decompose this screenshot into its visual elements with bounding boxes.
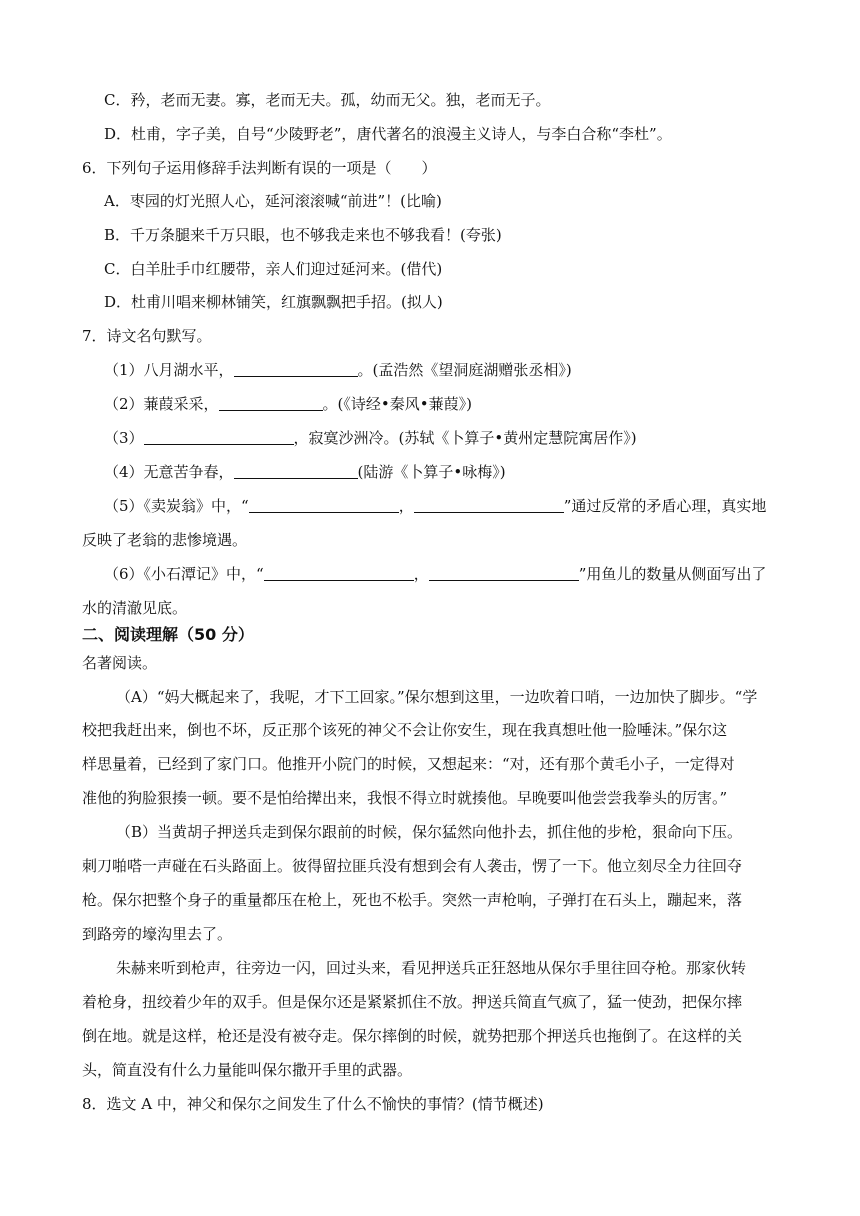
passage-b-line: 刺刀啪嗒一声碰在石头路面上。彼得留拉匪兵没有想到会有人袭击，愣了一下。他立刻尽全力往回夺	[82, 857, 743, 875]
q7-item-6-cont: 水的清澈见底。	[82, 599, 188, 617]
q6-option-c: C．白羊肚手巾红腰带，亲人们迎过延河来。(借代)	[104, 260, 443, 278]
answer-blank[interactable]	[144, 428, 294, 445]
q7-item-4: （4）无意苦争春， (陆游《卜算子•咏梅》)	[104, 463, 506, 481]
answer-blank[interactable]	[219, 394, 323, 411]
q7-item-1: （1）八月湖水平， 。(孟浩然《望洞庭湖赠张丞相》)	[104, 361, 572, 379]
passage-c-line: 着枪身，扭绞着少年的双手。但是保尔还是紧紧抓住不放。押送兵简直气疯了，猛一使劲，把保尔摔	[82, 993, 743, 1011]
passage-a-line: 准他的狗脸狠揍一顿。要不是怕给撵出来，我恨不得立时就揍他。早晚要叫他尝尝我拳头的厉害。”	[82, 789, 728, 807]
answer-blank[interactable]	[234, 462, 358, 479]
q6-option-b: B．千万条腿来千万只眼，也不够我走来也不够我看！(夸张)	[104, 226, 502, 244]
passage-b-line: 枪。保尔把整个身子的重量都压在枪上，死也不松手。突然一声枪响，子弹打在石头上，蹦起来，落	[82, 891, 743, 909]
q8-stem: 8．选文 A 中，神父和保尔之间发生了什么不愉快的事情？(情节概述)	[82, 1095, 544, 1113]
q6-option-d: D．杜甫川唱来柳林铺笑，红旗飘飘把手招。(拟人)	[104, 293, 443, 311]
answer-blank[interactable]	[234, 360, 358, 377]
section-intro: 名著阅读。	[82, 654, 158, 672]
q7-item-3: （3） ，寂寞沙洲冷。(苏轼《卜算子•黄州定慧院寓居作》)	[104, 429, 637, 447]
answer-blank[interactable]	[249, 496, 399, 513]
passage-c-line: 头，简直没有什么力量能叫保尔撒开手里的武器。	[82, 1061, 413, 1079]
passage-a-line: 校把我赶出来，倒也不坏，反正那个该死的神父不会让你安生，现在我真想吐他一脸唾沫。”保尔这	[82, 721, 728, 739]
passage-a-line: 样思量着，已经到了家门口。他推开小院门的时候，又想起来：“对，还有那个黄毛小子，一定得对	[82, 755, 735, 773]
passage-a-line: （A）“妈大概起来了，我呢，才下工回家。”保尔想到这里，一边吹着口哨，一边加快了脚步。“学	[116, 688, 758, 706]
q7-item-5-cont: 反映了老翁的悲惨境遇。	[82, 531, 248, 549]
answer-blank[interactable]	[414, 496, 564, 513]
passage-c-line: 倒在地。就是这样，枪还是没有被夺走。保尔摔倒的时候，就势把那个押送兵也拖倒了。在这样的关	[82, 1027, 743, 1045]
q7-item-6: （6）《小石潭记》中，“ ， ”用鱼儿的数量从侧面写出了	[104, 565, 767, 583]
q5-option-d: D．杜甫，字子美，自号“少陵野老”，唐代著名的浪漫主义诗人，与李白合称“李杜”。	[104, 125, 672, 143]
q7-stem: 7．诗文名句默写。	[82, 327, 212, 345]
q6-stem: 6．下列句子运用修辞手法判断有误的一项是（ ）	[82, 159, 437, 177]
answer-blank[interactable]	[264, 564, 414, 581]
passage-b-line: （B）当黄胡子押送兵走到保尔跟前的时候，保尔猛然向他扑去，抓住他的步枪，狠命向下压。	[116, 823, 743, 841]
passage-b-line: 到路旁的壕沟里去了。	[82, 925, 233, 943]
q6-option-a: A．枣园的灯光照人心，延河滚滚喊“前进”！(比喻)	[104, 192, 442, 210]
answer-blank[interactable]	[429, 564, 579, 581]
q7-item-5: （5）《卖炭翁》中，“ ， ”通过反常的矛盾心理，真实地	[104, 497, 767, 515]
passage-c-line: 朱赫来听到枪声，往旁边一闪，回过头来，看见押送兵正狂怒地从保尔手里往回夺枪。那家伙转	[116, 959, 747, 977]
q7-item-2: （2）蒹葭采采， 。(《诗经•秦风•蒹葭》)	[104, 395, 472, 413]
q5-option-c: C．矜，老而无妻。寡，老而无夫。孤，幼而无父。独，老而无子。	[104, 91, 551, 109]
section-heading: 二、阅读理解（50 分）	[82, 625, 254, 644]
